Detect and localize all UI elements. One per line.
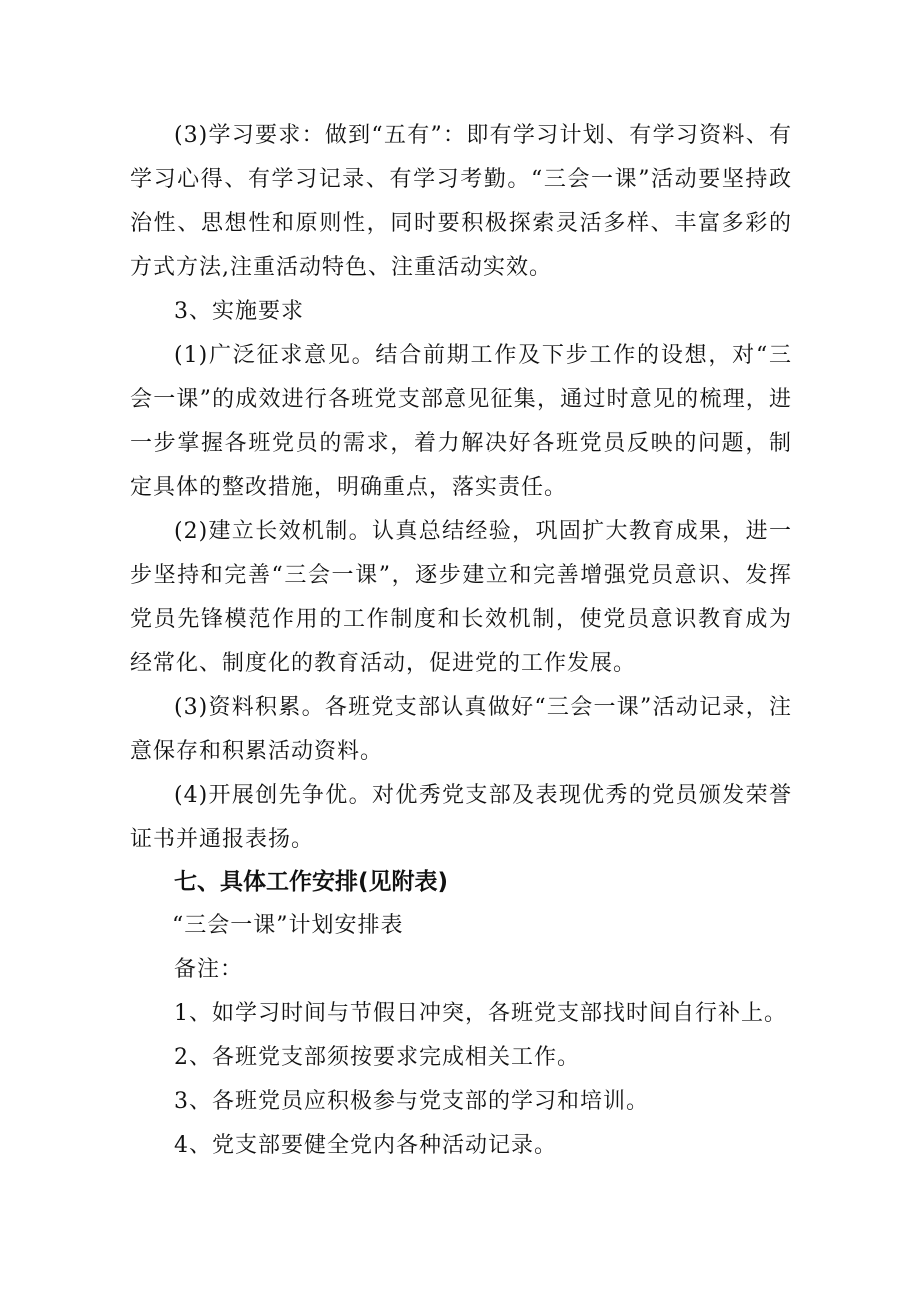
paragraph-excellence-award: (4)开展创先争优。对优秀党支部及表现优秀的党员颁发荣誉证书并通报表扬。 bbox=[130, 783, 792, 852]
note-item-4: 4、党支部要健全党内各种活动记录。 bbox=[174, 1133, 557, 1158]
table-caption: “三会一课”计划安排表 bbox=[172, 913, 404, 938]
paragraph-long-term-mechanism: (2)建立长效机制。认真总结经验，巩固扩大教育成果，进一步坚持和完善“三会一课”，逐步建立和完善增强党员意识、发挥党员先锋模范作用的工作制度和长效机制，使党员意识教育成为经常化、制度化的教育活动，促进党的工作发展。 bbox=[130, 519, 792, 676]
note-item-1: 1、如学习时间与节假日冲突，各班党支部找时间自行补上。 bbox=[174, 1001, 787, 1026]
paragraph-solicit-opinions: (1)广泛征求意见。结合前期工作及下步工作的设想，对“三会一课”的成效进行各班党支部意见征集，通过时意见的梳理，进一步掌握各班党员的需求，着力解决好各班党员反映的问题，制定具体的整改措施，明确重点，落实责任。 bbox=[130, 343, 792, 500]
paragraph-study-requirements: (3)学习要求：做到“五有”：即有学习计划、有学习资料、有学习心得、有学习记录、有学习考勤。“三会一课”活动要坚持政治性、思想性和原则性，同时要积极探索灵活多样、丰富多彩的方式方法,注重活动特色、注重活动实效。 bbox=[130, 123, 792, 280]
subheading-implementation-requirements: 3、实施要求 bbox=[174, 299, 304, 324]
note-item-3: 3、各班党员应积极参与党支部的学习和培训。 bbox=[174, 1089, 649, 1114]
notes-label: 备注： bbox=[174, 957, 244, 982]
note-item-2: 2、各班党支部须按要求完成相关工作。 bbox=[174, 1045, 580, 1070]
paragraph-data-accumulation: (3)资料积累。各班党支部认真做好“三会一课”活动记录，注意保存和积累活动资料。 bbox=[130, 695, 792, 764]
section-heading: 七、具体工作安排(见附表) bbox=[174, 869, 449, 895]
